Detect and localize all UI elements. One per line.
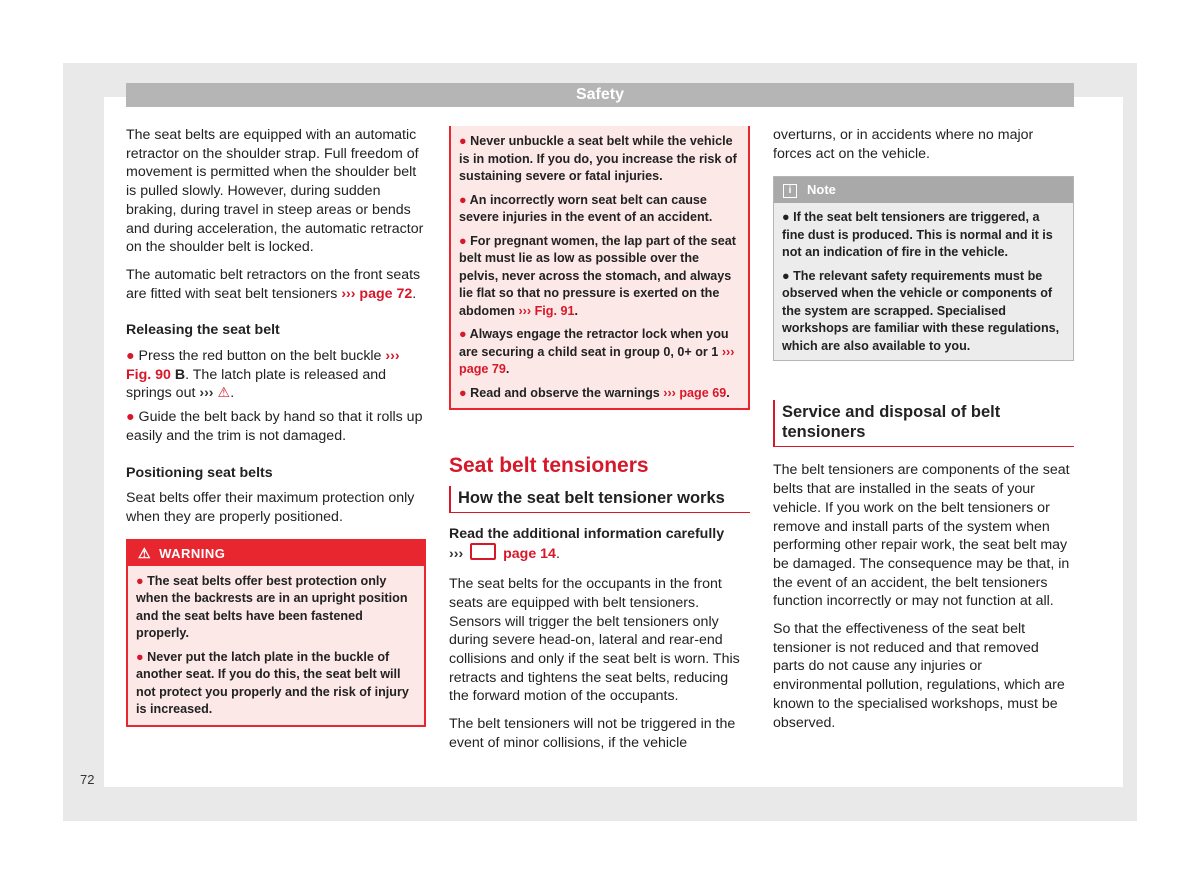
arrow-ref[interactable]: ››› [199, 385, 214, 402]
paragraph-effectiveness: So that the effectiveness of the seat belt tensioner is not reduced and that removed parts do not cause any injuries or environmental pollution, regulations, which are known to the specialised workshops, must be observed. [773, 621, 1065, 731]
warning-triangle-icon: ⚠ [138, 544, 152, 561]
paragraph-overturns: overturns, or in accidents where no major forces act on the vehicle. [773, 127, 1034, 162]
page-number: 72 [80, 772, 95, 787]
column-1 [126, 126, 426, 727]
warning-header [128, 541, 424, 566]
column-3 [773, 126, 1074, 741]
text: Never unbuckle a seat belt while the vehicle is in motion. If you do, you increase the risk of sustaining severe or fatal injuries. [459, 134, 737, 183]
book-icon [470, 543, 496, 560]
column-2 [449, 126, 750, 761]
note-item: ● If the seat belt tensioners are triggered, a fine dust is produced. This is normal and it is not an indication of fire in the vehicle. [782, 210, 1053, 260]
heading-positioning: Positioning seat belts [126, 464, 273, 481]
read-more-ref: ››› page 14. [449, 543, 750, 564]
note-item: ● The relevant safety requirements must be observed when the vehicle or components of the system are scrapped. Specialised workshops are familiar with these regulations, which are also available to you. [782, 268, 1060, 353]
text: The automatic belt retractors on the front seats are fitted with seat belt tensioners [126, 266, 421, 302]
warning-body [128, 566, 424, 725]
warning-triangle-icon: ⚠ [217, 385, 231, 402]
figure-link[interactable]: ››› Fig. 90 [126, 348, 400, 383]
subsection-heading: How the seat belt tensioner works [449, 486, 750, 513]
warning-item: ● Always engage the retractor lock when you are securing a child seat in group 0, 0+ or 1 ››› page 79. [459, 327, 735, 376]
paragraph-not-triggered: The belt tensioners will not be triggered in the event of minor collisions, if the vehicle [449, 716, 736, 751]
text: If the seat belt tensioners are triggered, a fine dust is produced. This is normal and it is not an indication of fire in the vehicle. [782, 210, 1053, 260]
note-header [774, 177, 1073, 203]
page-link[interactable]: page 14 [503, 546, 556, 563]
read-more-label: Read the additional information carefully [449, 525, 725, 542]
info-icon: i [783, 184, 797, 198]
text: Guide the belt back by hand so that it rolls up easily and the trim is not damaged. [126, 409, 423, 444]
figure-link[interactable]: ››› Fig. 91 [518, 303, 575, 318]
page-link[interactable]: ››› page 79 [459, 344, 735, 376]
subsection-heading: Service and disposal of belt tensioners [773, 400, 1074, 447]
note-label: Note [807, 182, 836, 198]
warning-item: ● An incorrectly worn seat belt can cause severe injuries in the event of an accident. [459, 192, 713, 224]
warning-body [451, 126, 748, 408]
text: . The latch plate is released and springs out [126, 366, 386, 402]
text: The seat belts offer best protection only when the backrests are in an upright position and the seat belts have been fastened properly. [136, 573, 408, 641]
note-box [773, 176, 1074, 361]
arrow-ref[interactable]: ››› [449, 546, 464, 563]
paragraph-tensioners: The automatic belt retractors on the front seats are fitted with seat belt tensioners ››› page 72. [126, 266, 421, 302]
text: Read and observe the warnings [470, 385, 660, 400]
note-body [774, 203, 1073, 360]
chapter-header: Safety [126, 83, 1074, 107]
paragraph-components: The belt tensioners are components of the seat belts that are installed in the seats of your vehicle. If you work on the belt tensioners or remove and install parts of the system when performing other repair work, the seat belt may be damaged. The consequence may be that, in the event of an accident, the belt tensioners function incorrectly or may not function at all. [773, 462, 1070, 610]
list-item: ● Press the red button on the belt buckle ››› Fig. 90 B. The latch plate is released and springs out ››› ⚠. [126, 348, 400, 402]
text: For pregnant women, the lap part of the seat belt must lie as low as possible over the pelvis, never across the stomach, and always lie flat so that no pressure is exerted on the abdomen [459, 233, 737, 318]
list-item: ● Guide the belt back by hand so that it rolls up easily and the trim is not damaged. [126, 409, 423, 444]
text: Never put the latch plate in the buckle of another seat. If you do this, the seat belt will not protect you properly and the risk of injury is increased. [136, 649, 409, 717]
warning-box [126, 539, 426, 727]
paragraph-retractor: The seat belts are equipped with an automatic retractor on the shoulder strap. Full freedom of movement is permitted when the shoulder belt is pulled slowly. However, during sudden braking, during travel in steep areas or bends and during acceleration, the automatic retractor on the shoulder belt is locked. [126, 127, 424, 256]
text: The relevant safety requirements must be observed when the vehicle or components of the system are scrapped. Specialised workshops are familiar with these regulations, which are also available to you. [782, 268, 1060, 353]
warning-item: ● Never unbuckle a seat belt while the vehicle is in motion. If you do, you increase the risk of sustaining severe or fatal injuries. [459, 134, 737, 183]
text: An incorrectly worn seat belt can cause severe injuries in the event of an accident. [459, 192, 713, 224]
warning-item: ● Never put the latch plate in the buckle of another seat. If you do this, the seat belt will not protect you properly and the risk of injury is increased. [136, 649, 409, 717]
text: B [170, 366, 186, 383]
text: Press the red button on the belt buckle [138, 348, 382, 365]
paragraph-tensioners-function: The seat belts for the occupants in the front seats are equipped with belt tensioners. Sensors will trigger the belt tensioners only during severe head-on, lateral and rear-end collisions and only if the seat belt is worn. This retracts and tightens the seat belts, reducing the forward motion of the occupants. [449, 576, 740, 705]
warning-item: ● The seat belts offer best protection only when the backrests are in an upright position and the seat belts have been fastened properly. [136, 573, 408, 641]
warning-item: ● For pregnant women, the lap part of the seat belt must lie as low as possible over the pelvis, never across the stomach, and always lie flat so that no pressure is exerted on the abdomen ››› Fig. 91. [459, 233, 737, 318]
warning-item: ● Read and observe the warnings ››› page 69. [459, 385, 730, 400]
warning-label: WARNING [159, 545, 226, 561]
paragraph-positioning: Seat belts offer their maximum protection only when they are properly positioned. [126, 490, 415, 525]
section-title: Seat belt tensioners [449, 454, 649, 477]
text: Always engage the retractor lock when you are securing a child seat in group 0, 0+ or 1 [459, 327, 729, 359]
warning-box-continued [449, 126, 750, 410]
page-link[interactable]: ››› page 72 [341, 285, 413, 302]
page-link[interactable]: ››› page 69 [663, 385, 727, 400]
heading-releasing: Releasing the seat belt [126, 322, 280, 339]
